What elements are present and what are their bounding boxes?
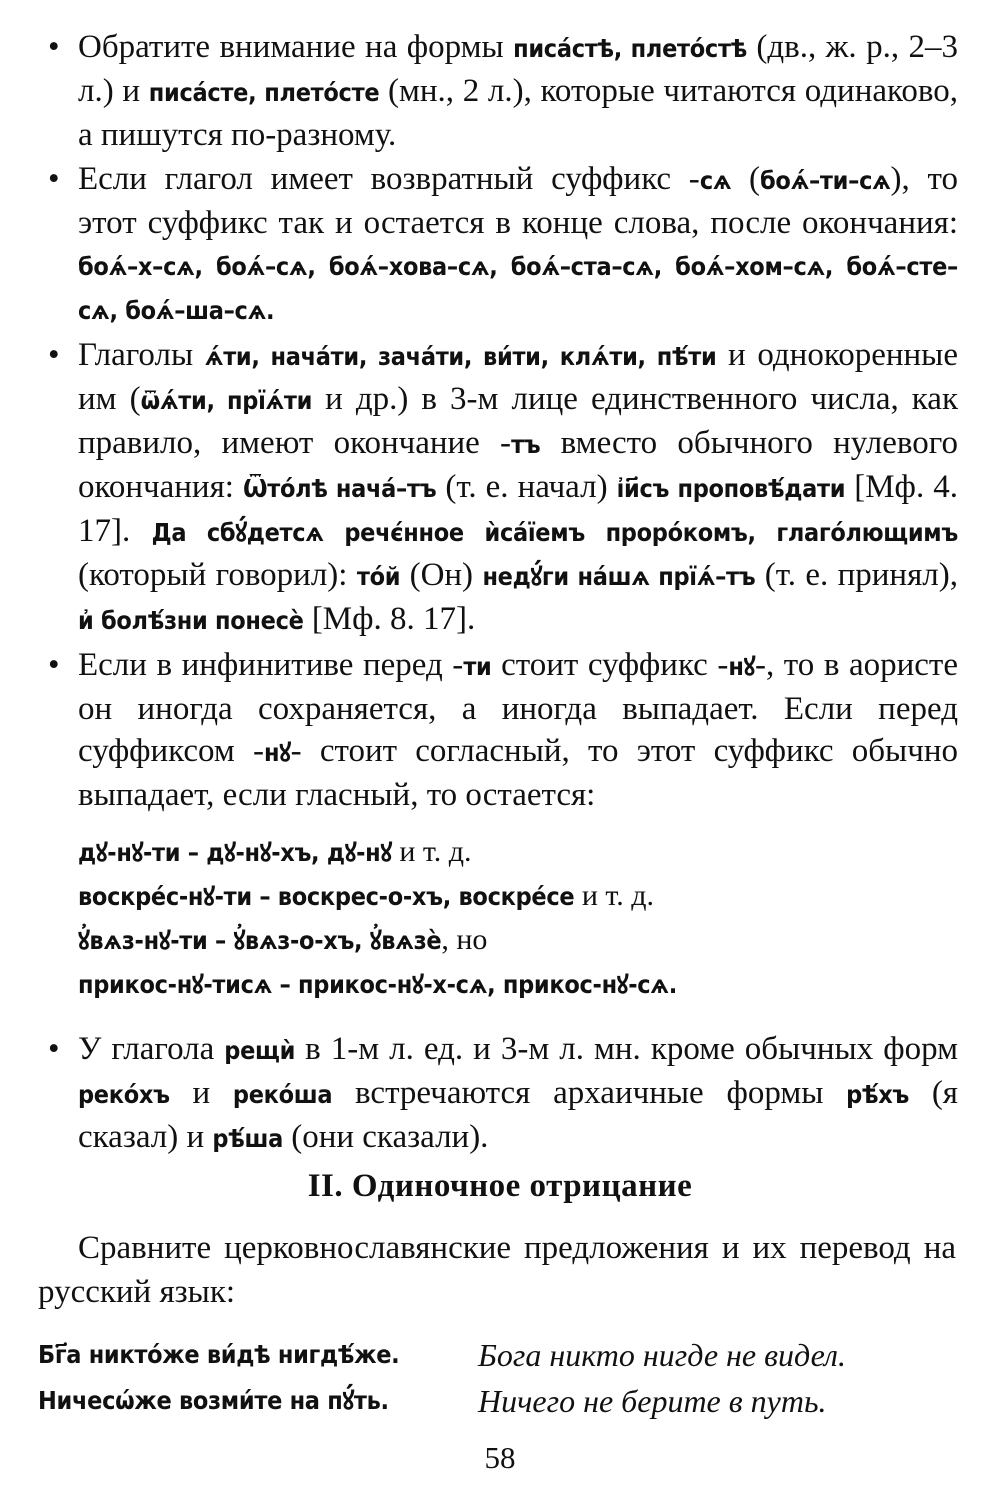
- text-fragment: (т. е. начал): [436, 469, 617, 505]
- example-line: [78, 830, 958, 874]
- text-fragment: вместо обычного нулевого окончания:: [78, 425, 958, 505]
- text-fragment: (т. е. принял),: [755, 557, 958, 593]
- translation-pair: [38, 1332, 956, 1378]
- church-slavonic-text: и҆ болѣ́зни понесѐ: [78, 606, 304, 635]
- bullet-marker: •: [48, 29, 60, 65]
- church-slavonic-text: боѧ́–ти–сѧ: [760, 166, 891, 195]
- text-fragment: встречаются архаичные формы: [332, 1075, 847, 1111]
- church-slavonic-text: писа́сте, плето́сте: [148, 78, 380, 107]
- section-title: II. Одиночное отрицание: [307, 1168, 693, 1204]
- bullet-item: [48, 644, 958, 816]
- example-line: [78, 874, 958, 918]
- text-fragment: и т. д.: [391, 835, 472, 868]
- example-line: [78, 918, 958, 962]
- text-fragment: [Мф. 8. 17].: [303, 601, 476, 637]
- text-fragment: - стоит согласный, то этот суффикс обычно выпадает, если гласный, то остается:: [78, 733, 958, 813]
- text-fragment: Если в инфинитиве перед -: [78, 647, 464, 683]
- text-fragment: (Он): [400, 557, 483, 593]
- text-fragment: Обратите внимание на формы: [78, 29, 514, 65]
- translation-pair: [38, 1378, 956, 1424]
- text-fragment: У глагола: [78, 1031, 225, 1067]
- text-fragment: и однокоренные им (: [78, 337, 958, 417]
- bullet-item: [48, 334, 958, 642]
- church-slavonic-text: реко́ша: [232, 1080, 333, 1109]
- text-fragment: ), то этот суффикс так и остается в конце слова, после окончания:: [78, 161, 959, 241]
- church-slavonic-text: ѿѧ́ти, прїѧ́ти: [140, 386, 313, 415]
- bullet-text: [78, 161, 958, 327]
- church-slavonic-text: ꙋ҆вѧз-нꙋ-ти – ꙋ҆вѧз-о-хъ, ꙋ҆вѧзѐ: [78, 926, 442, 955]
- text-fragment: в 1-м л. ед. и 3-м л. мн. кроме обычных форм: [295, 1031, 958, 1067]
- church-slavonic-text: писа́стѣ, плето́стѣ: [513, 34, 747, 63]
- church-slavonic-text: ти: [463, 652, 492, 681]
- church-slavonic-text: Ѿто́лѣ нача́–тъ: [242, 474, 437, 503]
- bullet-marker: •: [48, 337, 60, 373]
- example-block: [78, 830, 958, 1006]
- text-fragment: Глаголы: [78, 337, 205, 373]
- church-slavonic-text: нꙋ: [728, 652, 756, 681]
- church-slavonic-text: боѧ́–х–сѧ, боѧ́–сѧ, боѧ́–хова–сѧ, боѧ́–ста–сѧ, боѧ́–хом–сѧ, боѧ́–сте–сѧ, боѧ́–ша–сѧ.: [78, 252, 958, 325]
- example-line: [78, 962, 958, 1006]
- bullet-item: [48, 26, 958, 156]
- text-fragment: Если глагол имеет возвратный суффикс -: [78, 161, 700, 197]
- text-fragment: и: [169, 1075, 233, 1111]
- church-slavonic-text: воскре́с-нꙋ-ти – воскрес-о-хъ, воскре́се: [78, 882, 575, 911]
- translation-pairs: [38, 1332, 956, 1424]
- church-slavonic-text: рѣ́ша: [212, 1124, 283, 1153]
- bullet-marker: •: [48, 647, 60, 683]
- text-fragment: стоит суффикс -: [491, 647, 729, 683]
- church-slavonic-text: то́й: [356, 562, 401, 591]
- text-fragment: [Мф. 4. 17].: [78, 469, 958, 549]
- text-fragment: (я сказал) и: [78, 1075, 958, 1155]
- text-fragment: (: [731, 161, 761, 197]
- church-slavonic-sentence: Бг҃а никто́же ви́дѣ нигдѣ́же.: [38, 1340, 400, 1369]
- bullet-text: [78, 1031, 958, 1155]
- church-slavonic-text: нꙋ: [263, 738, 291, 767]
- church-slavonic-text: ѧ́ти, нача́ти, зача́ти, ви́ти, клѧ́ти, пѣ́ти: [204, 342, 717, 371]
- church-slavonic-text: рещѝ: [224, 1036, 296, 1065]
- church-slavonic-text: Да сбꙋ́детсѧ речє́нное ѝса́їемъ проро́комъ, глаго́лющимъ: [151, 518, 958, 547]
- text-fragment: (мн., 2 л.), которые читаются одинаково, а пишутся по-разному.: [78, 73, 958, 153]
- church-slavonic-sentence: Ничесѡ́же возми́те на пꙋ́ть.: [38, 1386, 389, 1415]
- text-fragment: (дв., ж. р., 2–3 л.) и: [78, 29, 958, 109]
- bullet-item: [48, 158, 958, 332]
- text-fragment: (который говорил):: [78, 557, 357, 593]
- page-number: 58: [484, 1440, 516, 1475]
- church-slavonic-text: прикос-нꙋ-тисѧ – прикос-нꙋ-х-сѧ, прикос-нꙋ-сѧ.: [78, 970, 677, 999]
- bullet-marker: •: [48, 161, 60, 197]
- church-slavonic-text: тъ: [511, 430, 541, 459]
- section-intro: Сравните церковнославянские предложения и их перевод на русский язык:: [38, 1230, 956, 1310]
- text-fragment: -, то в аористе он иногда сохраняется, а иногда выпадает. Если перед суффиксом -: [78, 647, 958, 769]
- text-fragment: (они сказали).: [282, 1119, 489, 1155]
- church-slavonic-text: реко́хъ: [78, 1080, 170, 1109]
- bullet-item: [48, 1028, 958, 1160]
- bullet-text: [78, 337, 958, 637]
- grammar-notes-list: [48, 26, 958, 1162]
- bullet-text: [78, 29, 958, 153]
- text-fragment: и др.) в 3-м лице единственного числа, как правило, имеют окончание -: [78, 381, 958, 461]
- russian-translation: Бога никто нигде не видел.: [478, 1337, 846, 1373]
- church-slavonic-text: недꙋ́ги на́шѧ прїѧ́–тъ: [482, 562, 756, 591]
- church-slavonic-text: дꙋ-нꙋ-ти – дꙋ-нꙋ-хъ, дꙋ-нꙋ: [78, 838, 392, 867]
- church-slavonic-text: рѣ́хъ: [846, 1080, 910, 1109]
- bullet-text: [78, 647, 958, 813]
- text-fragment: и т. д.: [574, 879, 655, 912]
- russian-translation: Ничего не берите в путь.: [478, 1383, 827, 1419]
- text-fragment: , но: [441, 923, 488, 956]
- church-slavonic-text: сѧ: [699, 166, 732, 195]
- church-slavonic-text: і҆и҃съ проповѣ́дати: [616, 474, 846, 503]
- bullet-marker: •: [48, 1031, 60, 1067]
